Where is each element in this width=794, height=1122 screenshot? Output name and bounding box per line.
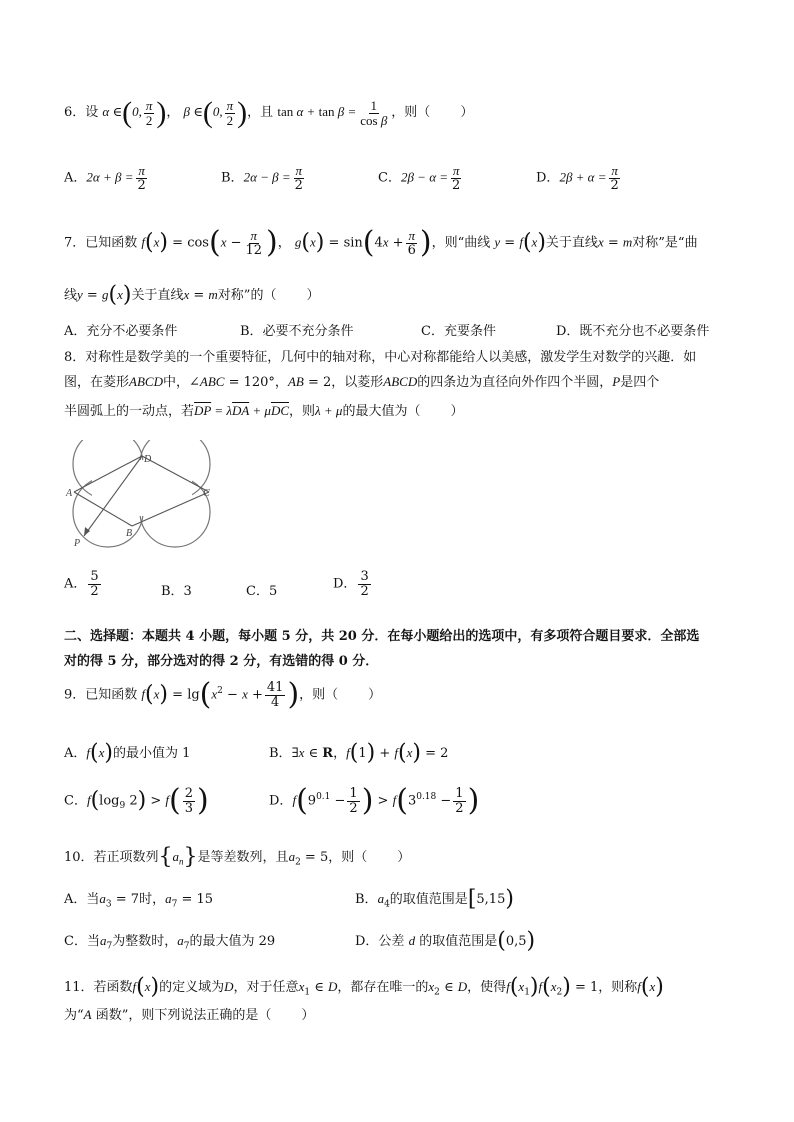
q10-number: 10．若正项数列 [64,850,159,865]
label-p: P [74,538,81,549]
q6-beta-range: β ∈(0, $\frac{\pi}{2}$ ) [183,96,248,129]
q6-option-c: C．2β − α = $\frac{\pi}{2}$ [378,163,461,193]
q11-stem-line2: 为“A 函数”，则下列说法正确的是（ ） [64,1007,315,1023]
q7-option-a: A．充分不必要条件 [64,324,178,339]
section2-heading-line1: 二、选择题：本题共 4 小题，每小题 5 分，共 20 分．在每小题给出的选项中，有多项符合题目要求．全部选 [64,629,700,644]
q8-stem-line1: 8．对称性是数学美的一个重要特征，几何中的轴对称，中心对称都能给人以美感，激发学生对数学的兴趣．如 [64,350,697,365]
q8-option-c: C．5 [246,584,278,599]
q8-stem-line2: 图，在菱形ABCD中，∠ABC = 120°，AB = 2，以菱形ABCD的四条边为直径向外作四个半圆，P是四个 [64,374,660,390]
q7-option-b: B．必要不充分条件 [240,324,354,339]
q7-stem-line2: 线y = g(x)关于直线x = m对称”的（ ） [64,282,320,308]
q10-option-d: D．公差 d 的取值范围是(0,5) [355,928,536,954]
q6-alpha-range: α ∈(0, $\frac{\pi}{2}$ ) [102,96,167,129]
q8-option-d: D． $\frac{3}{2}$ [333,569,369,599]
q9-option-c: C．$f(\log_9$ 2) > f( $\frac{2}{3}$ ) [64,783,209,818]
q11-stem-line1: 11．若函数f(x)的定义域为D，对于任意$x_1$ ∈ D，都存在唯一的$x_2$ ∈ D，使得$f(x_1)f(x_2) = 1$，则称f(x) [64,974,664,1000]
q8-option-a: A． $\frac{5}{2}$ [64,569,99,599]
q6-number: 6．设 [64,104,99,120]
section2-heading-line2: 对的得 5 分，部分选对的得 2 分，有选错的得 0 分． [64,654,379,669]
q6-condition: tan α + tan β = $\frac{1}{\text{cos β}}$ [277,97,388,128]
q8-rhombus-figure [64,440,224,552]
label-a: A [66,488,73,499]
q10-option-c: C．当$a_7$为整数时，$a_7$的最大值为 29 [64,933,276,952]
q9-option-a: A．f(x)的最小值为 1 [64,740,191,766]
q6-option-b: B．2α − β = $\frac{\pi}{2}$ [221,163,303,193]
q6-stem: 6．设 α ∈(0, $\frac{\pi}{2}$ )， β ∈(0, $\frac{\pi}{2}$ )，且 tan α + tan β = $\frac{1}{\text{cos β}}$ ，则（ ） [64,96,474,129]
q10-stem: 10．若正项数列$\{a_n\}$是等差数列，且$a_2 = 5$，则（ ） [64,844,411,870]
q8-stem-line3: 半圆弧上的一动点，若$\overline{DP} = \lambda\overline{DA} + \mu\overline{DC}$，则λ + μ的最大值为（ ） [64,403,464,419]
q6-option-d: D．2β + α = $\frac{\pi}{2}$ [536,163,619,193]
q11-number: 11．若函数 [64,980,133,995]
label-c: C [203,488,210,499]
q10-option-b: B．$a_4$的取值范围是[5,15) [355,886,514,912]
q6-option-a: A．2α + β = $\frac{\pi}{2}$ [64,163,146,193]
q9-stem: 9．已知函数 $f(x) = \lg(x^2 - x$ + $\frac{41}{4}$ )，则（ ） [64,677,382,712]
q8-option-b: B．3 [161,584,192,599]
q9-option-d: D．$f(9^{0.1}$ − $\frac{1}{2}$ ) > $f(3^{0.18}$ − $\frac{1}{2}$ ) [269,783,480,818]
q7-number: 7．已知函数 [64,235,138,251]
label-b: B [126,528,133,539]
label-d: D [144,454,152,465]
q10-option-a: A．当$a_3 = 7$时，$a_7 = 15$ [64,891,214,910]
q9-number: 9．已知函数 [64,687,138,703]
q7-option-c: C．充要条件 [421,324,496,339]
q7-option-d: D．既不充分也不必要条件 [556,324,710,339]
q9-option-b: B．∃x ∈ R，f(1) + f(x) = 2 [269,740,449,766]
q7-stem-line1: 7．已知函数 f(x) = cos(x − $\frac{\pi}{12}$ )， g(x) = sin(4x + $\frac{\pi}{6}$ )，则“曲线 y = f(x)关于直线x = m对称”是“曲 [64,225,698,260]
